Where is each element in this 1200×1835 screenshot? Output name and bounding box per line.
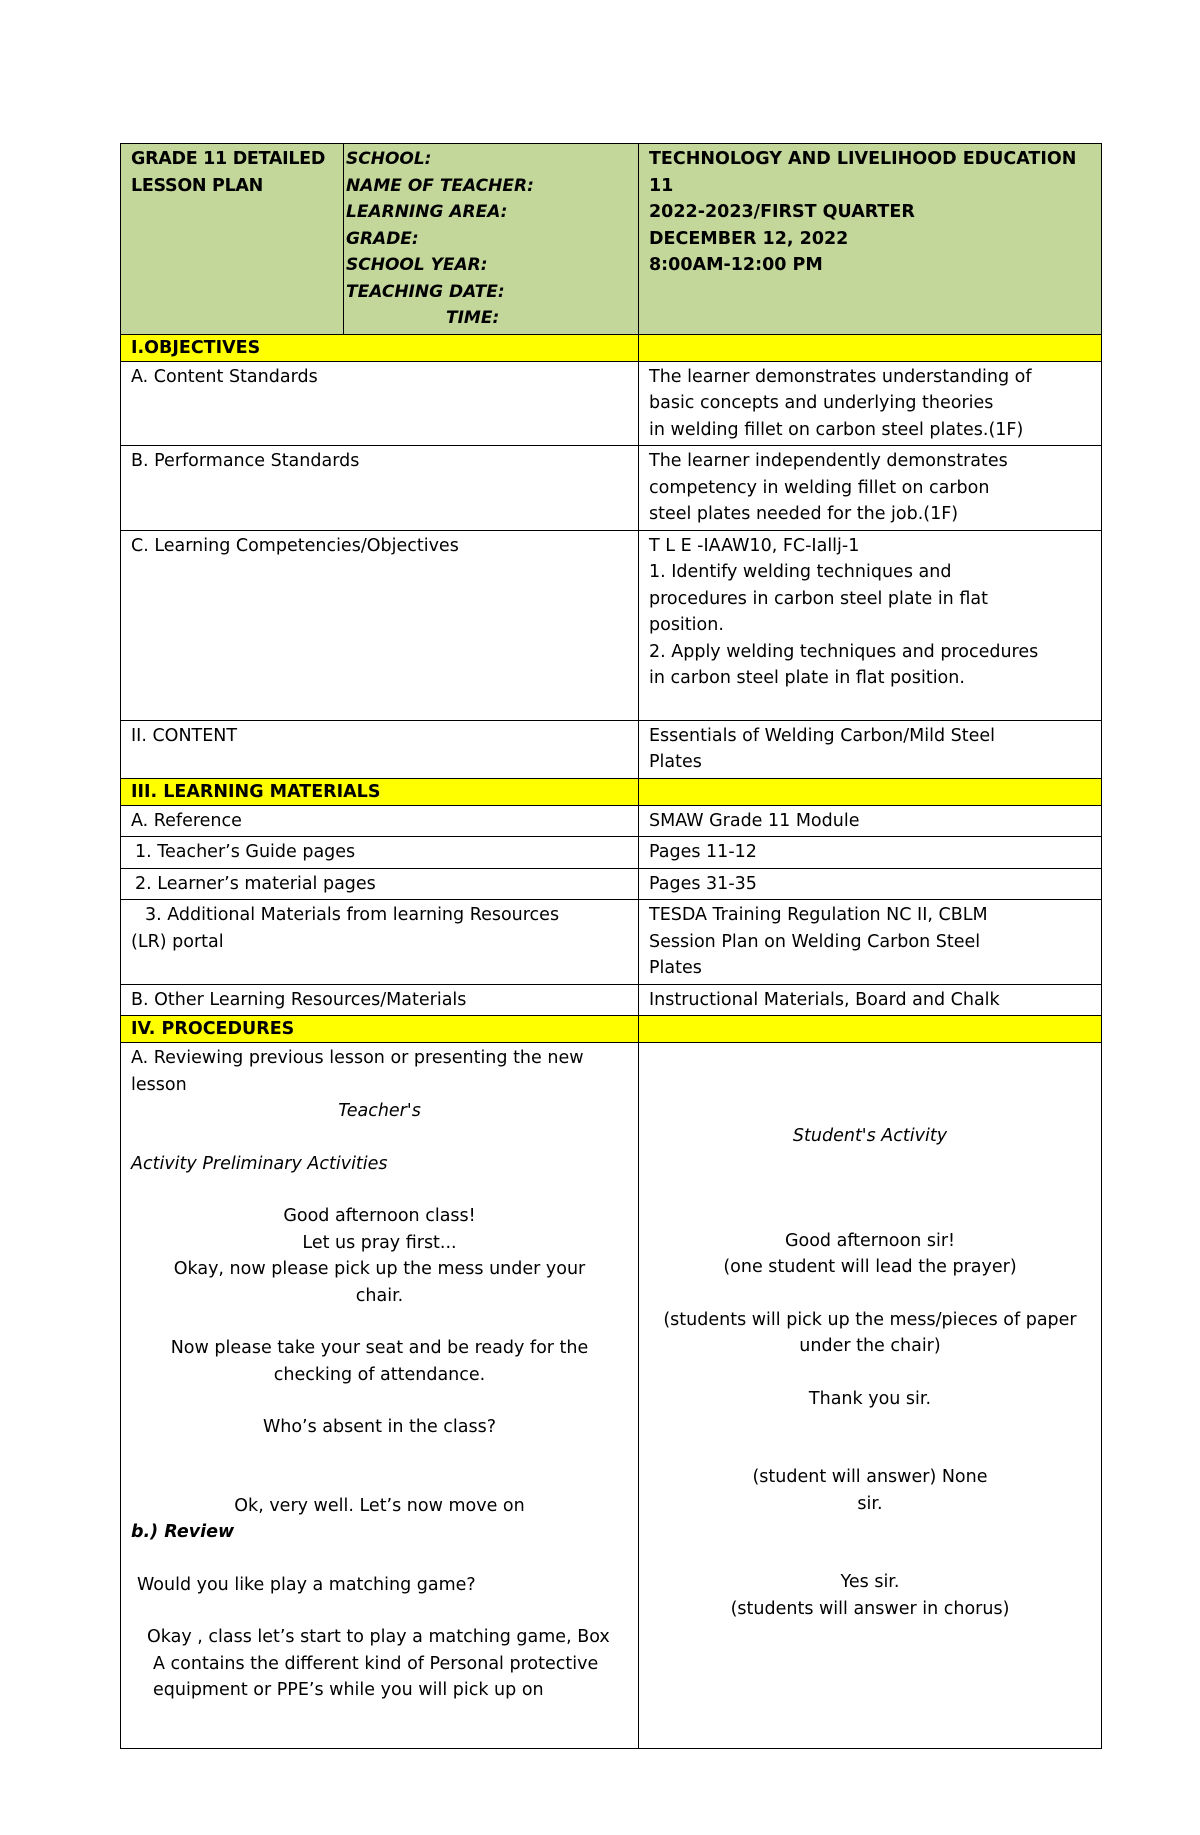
header-row — [121, 144, 1102, 335]
review-heading: b.) Review — [131, 1522, 235, 1542]
competencies-row — [121, 530, 1102, 720]
competency-line: in carbon steel plate in flat position. — [649, 668, 965, 688]
teacher-line: Okay, now please pick up the mess under your — [173, 1259, 586, 1279]
additional-materials-label — [121, 900, 639, 985]
performance-standards-line: steel plates needed for the job.(1F) — [649, 504, 959, 524]
content-line: Plates — [649, 752, 702, 772]
teacher-line: Ok, very well. Let’s now move on — [234, 1495, 525, 1516]
header-title-line1: GRADE 11 DETAILED — [131, 149, 326, 169]
label-grade: GRADE: — [346, 228, 419, 249]
performance-standards-line: The learner independently demonstrates — [649, 451, 1008, 471]
performance-standards-value — [639, 446, 1102, 531]
student-line: sir. — [857, 1493, 883, 1514]
section-materials-row — [121, 778, 1102, 805]
competency-line: procedures in carbon steel plate in flat — [649, 588, 988, 609]
other-resources-label: B. Other Learning Resources/Materials — [121, 984, 639, 1016]
label-learning-area: LEARNING AREA: — [346, 202, 508, 222]
content-value — [639, 720, 1102, 778]
content-row — [121, 720, 1102, 778]
procedure-a-label-line2: lesson — [131, 1074, 187, 1095]
teacher-line: equipment or PPE’s while you will pick up on — [153, 1680, 544, 1700]
content-standards-value — [639, 361, 1102, 446]
header-title-line2: LESSON PLAN — [131, 175, 264, 196]
student-line: (students will pick up the mess/pieces of paper — [663, 1309, 1077, 1330]
student-line: (student will answer) None — [752, 1467, 988, 1487]
label-school-year: SCHOOL YEAR: — [346, 255, 488, 275]
content-standards-row — [121, 361, 1102, 446]
additional-materials-line: Plates — [649, 958, 702, 978]
section-materials-blank — [639, 778, 1102, 805]
competency-line: 2. Apply welding techniques and procedures — [649, 641, 1039, 662]
student-heading: Student's Activity — [792, 1126, 948, 1146]
learners-material-label: 2. Learner’s material pages — [121, 868, 639, 900]
teachers-guide-value: Pages 11-12 — [639, 837, 1102, 869]
reference-label: A. Reference — [121, 805, 639, 837]
content-standards-line: in welding fillet on carbon steel plates.(1F) — [649, 419, 1024, 440]
performance-standards-row — [121, 446, 1102, 531]
value-learning-area: TECHNOLOGY AND LIVELIHOOD EDUCATION — [649, 149, 1077, 169]
student-line: (students will answer in chorus) — [730, 1598, 1010, 1619]
teachers-guide-row — [121, 837, 1102, 869]
student-line: Thank you sir. — [808, 1388, 932, 1409]
student-activity-cell — [639, 1043, 1102, 1749]
teacher-line: Let us pray first... — [302, 1232, 457, 1253]
procedures-row — [121, 1043, 1102, 1749]
content-standards-line: The learner demonstrates understanding of — [649, 366, 1032, 387]
label-teaching-date: TEACHING DATE: — [346, 281, 505, 302]
teacher-line: chair. — [355, 1285, 404, 1306]
section-procedures-row — [121, 1016, 1102, 1043]
content-standards-line: basic concepts and underlying theories — [649, 393, 994, 413]
procedure-a-label-line1: A. Reviewing previous lesson or presenting the new — [131, 1048, 584, 1068]
additional-materials-row — [121, 900, 1102, 985]
student-line: under the chair) — [799, 1336, 941, 1356]
student-line: Good afternoon sir! — [784, 1230, 956, 1251]
section-objectives-blank — [639, 334, 1102, 361]
value-teaching-date: DECEMBER 12, 2022 — [649, 228, 849, 249]
section-procedures-heading: IV. PROCEDURES — [121, 1016, 639, 1043]
teacher-line: Good afternoon class! — [283, 1206, 476, 1226]
activity-heading: Activity Preliminary Activities — [131, 1153, 388, 1174]
content-label: II. CONTENT — [121, 720, 639, 778]
performance-standards-line: competency in welding fillet on carbon — [649, 477, 990, 498]
value-grade: 11 — [649, 175, 674, 196]
teacher-activity-cell — [121, 1043, 639, 1749]
content-line: Essentials of Welding Carbon/Mild Steel — [649, 725, 996, 746]
teachers-guide-label: 1. Teacher’s Guide pages — [121, 837, 639, 869]
other-resources-value: Instructional Materials, Board and Chalk — [639, 984, 1102, 1016]
content-standards-label: A. Content Standards — [121, 361, 639, 446]
header-title-cell — [121, 144, 344, 335]
additional-materials-value — [639, 900, 1102, 985]
label-name-of-teacher: NAME OF TEACHER: — [346, 175, 534, 196]
additional-materials-line: TESDA Training Regulation NC II, CBLM — [649, 905, 988, 925]
label-school: SCHOOL: — [346, 149, 432, 169]
teacher-line: A contains the different kind of Personal protective — [153, 1653, 599, 1674]
value-school-year: 2022-2023/FIRST QUARTER — [649, 202, 915, 222]
competency-code: T L E -IAAW10, FC-Iallj-1 — [649, 535, 860, 556]
student-line: (one student will lead the prayer) — [723, 1257, 1017, 1277]
competencies-value — [639, 530, 1102, 720]
value-time: 8:00AM-12:00 PM — [649, 255, 823, 275]
header-values-cell — [639, 144, 1102, 335]
header-labels-cell — [344, 144, 639, 335]
learners-material-value: Pages 31-35 — [639, 868, 1102, 900]
section-materials-heading: III. LEARNING MATERIALS — [121, 778, 639, 805]
teacher-line: Now please take your seat and be ready for the — [170, 1338, 589, 1358]
competency-line: 1. Identify welding techniques and — [649, 562, 952, 582]
section-objectives-heading: I.OBJECTIVES — [121, 334, 639, 361]
lesson-plan-table — [120, 143, 1102, 1749]
learners-material-row — [121, 868, 1102, 900]
additional-materials-label-line2: (LR) portal — [131, 931, 224, 952]
label-time: TIME: — [446, 308, 500, 328]
reference-value: SMAW Grade 11 Module — [639, 805, 1102, 837]
student-line: Yes sir. — [840, 1572, 900, 1592]
additional-materials-label-line1: 3. Additional Materials from learning Resources — [145, 905, 560, 925]
additional-materials-line: Session Plan on Welding Carbon Steel — [649, 931, 981, 952]
other-resources-row — [121, 984, 1102, 1016]
section-procedures-blank — [639, 1016, 1102, 1043]
competencies-label: C. Learning Competencies/Objectives — [121, 530, 639, 720]
teacher-heading: Teacher's — [338, 1101, 421, 1121]
performance-standards-label: B. Performance Standards — [121, 446, 639, 531]
teacher-line: checking of attendance. — [273, 1364, 486, 1385]
reference-row — [121, 805, 1102, 837]
teacher-line: Who’s absent in the class? — [262, 1417, 497, 1437]
teacher-line: Okay , class let’s start to play a matching game, Box — [147, 1627, 610, 1647]
lesson-plan-document — [120, 143, 1101, 1749]
teacher-line: Would you like play a matching game? — [137, 1574, 476, 1595]
competency-line: position. — [649, 615, 724, 635]
section-objectives-row — [121, 334, 1102, 361]
